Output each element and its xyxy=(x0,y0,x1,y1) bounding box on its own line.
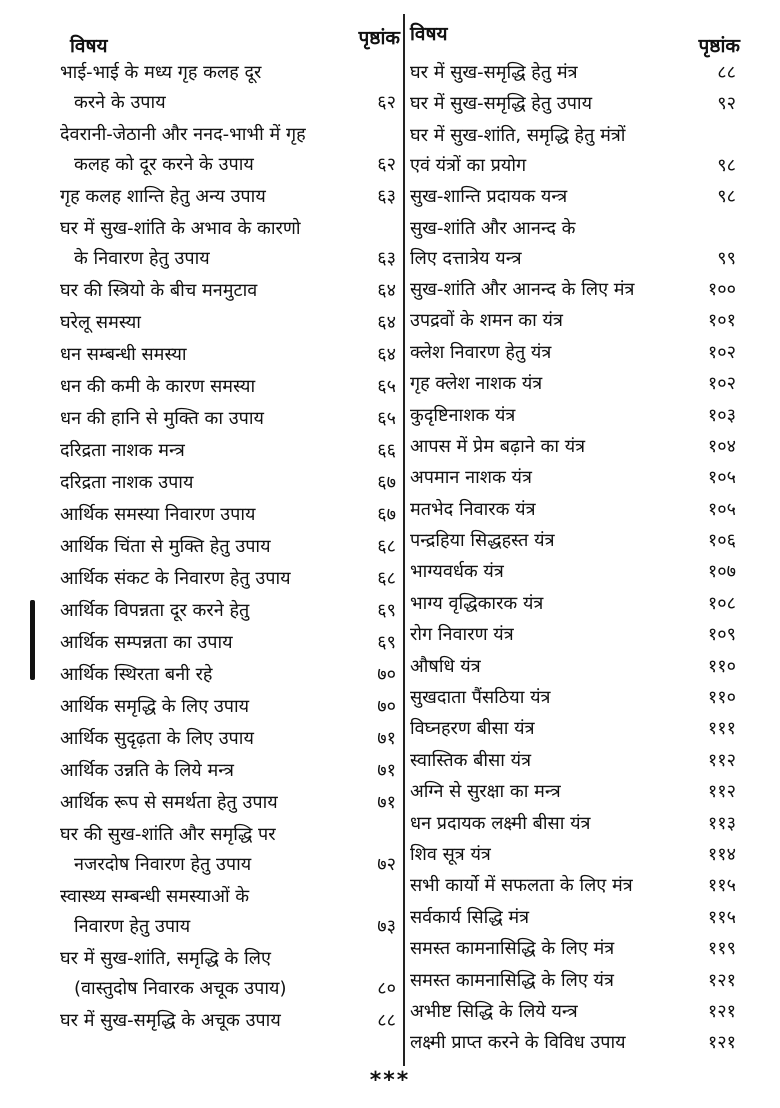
toc-entry xyxy=(60,660,400,690)
left-entry-list xyxy=(60,58,400,1036)
entry-title-line: दरिद्रता नाशक उपाय xyxy=(60,472,194,493)
entry-page-number: ६५ xyxy=(377,376,396,397)
page-heading: पृष्ठांक xyxy=(698,35,740,57)
entry-page-number: ११२ xyxy=(707,749,736,771)
toc-entry xyxy=(408,495,740,525)
entry-page-number: १०३ xyxy=(707,404,736,426)
entry-title-line: घर में सुख-समृद्धि हेतु मंत्र xyxy=(410,62,578,83)
toc-entry xyxy=(408,214,740,274)
right-entry-list xyxy=(408,58,740,1058)
toc-entry xyxy=(60,882,400,942)
toc-entry xyxy=(408,526,740,556)
entry-title-line: अपमान नाशक यंत्र xyxy=(410,467,532,489)
entry-page-number: १०५ xyxy=(707,467,736,489)
entry-title-line: घर में सुख-समृद्धि के अचूक उपाय xyxy=(60,1010,281,1031)
entry-page-number: ६४ xyxy=(377,280,396,301)
entry-page-number: ७१ xyxy=(377,792,396,813)
entry-title-line: कुदृष्टिनाशक यंत्र xyxy=(410,404,516,426)
entry-page-number: ७० xyxy=(377,696,396,717)
entry-page-number: १२१ xyxy=(707,969,736,991)
entry-page-number: ६२ xyxy=(377,154,396,175)
toc-entry xyxy=(408,652,740,682)
entry-page-number: ६४ xyxy=(377,312,396,333)
toc-entry xyxy=(408,369,740,399)
entry-page-number: १०१ xyxy=(707,310,736,332)
toc-entry xyxy=(60,276,400,306)
entry-page-number: ६३ xyxy=(377,186,396,207)
toc-entry xyxy=(408,401,740,431)
entry-title-line: विघ्नहरण बीसा यंत्र xyxy=(410,718,535,740)
toc-entry xyxy=(60,340,400,370)
entry-title-line: शिव सूत्र यंत्र xyxy=(410,843,491,865)
entry-page-number: ६३ xyxy=(377,248,396,269)
toc-entry xyxy=(408,121,740,181)
entry-page-number: १११ xyxy=(707,718,736,740)
entry-title-line: आर्थिक सम्पन्नता का उपाय xyxy=(60,632,233,653)
toc-entry xyxy=(60,628,400,658)
entry-page-number: ११५ xyxy=(707,906,736,928)
entry-title-line: गृह क्लेश नाशक यंत्र xyxy=(410,373,543,395)
entry-title-line: भाई-भाई के मध्य गृह कलह दूर xyxy=(60,62,262,83)
toc-entry xyxy=(408,934,740,964)
entry-title-line: अभीष्ट सिद्धि के लिये यन्त्र xyxy=(410,1000,578,1022)
entry-page-number: १०२ xyxy=(707,373,736,395)
entry-title-line: कलह को दूर करने के उपाय xyxy=(74,154,254,175)
entry-title-line: नजरदोष निवारण हेतु उपाय xyxy=(74,854,252,875)
entry-title-line: पन्द्रहिया सिद्धहस्त यंत्र xyxy=(410,530,555,552)
toc-entry xyxy=(408,809,740,839)
entry-page-number: १०० xyxy=(707,278,736,300)
toc-entry xyxy=(60,756,400,786)
entry-title-line: स्वास्तिक बीसा यंत्र xyxy=(410,749,532,771)
entry-page-number: ९२ xyxy=(717,93,736,115)
entry-page-number: १०५ xyxy=(707,498,736,520)
entry-page-number: ११४ xyxy=(707,843,736,865)
entry-title-line: आर्थिक उन्नति के लिये मन्त्र xyxy=(60,760,234,781)
entry-page-number: १०९ xyxy=(707,624,736,646)
entry-page-number: ११० xyxy=(707,687,736,709)
entry-page-number: ६८ xyxy=(377,568,396,589)
right-column xyxy=(408,18,740,1060)
page-heading: पृष्ठांक xyxy=(358,27,400,49)
toc-entry xyxy=(408,589,740,619)
entry-title-line: आर्थिक संकट के निवारण हेतु उपाय xyxy=(60,568,291,589)
entry-title-line: आर्थिक विपन्नता दूर करने हेतु xyxy=(60,600,250,621)
entry-title-line: घरेलू समस्या xyxy=(60,312,141,333)
entry-page-number: १०२ xyxy=(707,341,736,363)
entry-page-number: ७३ xyxy=(377,916,396,937)
entry-page-number: ११३ xyxy=(707,812,736,834)
toc-entry xyxy=(408,89,740,119)
entry-title-line: गृह कलह शान्ति हेतु अन्य उपाय xyxy=(60,186,266,207)
entry-title-line: समस्त कामनासिद्धि के लिए यंत्र xyxy=(410,969,614,991)
entry-page-number: ८८ xyxy=(377,1010,396,1031)
topic-heading: विषय xyxy=(70,35,108,57)
entry-title-line: आर्थिक समस्या निवारण उपाय xyxy=(60,504,256,525)
toc-entry xyxy=(60,308,400,338)
entry-title-line: आर्थिक रूप से समर्थता हेतु उपाय xyxy=(60,792,278,813)
entry-title-line: सुखदाता पैंसठिया यंत्र xyxy=(410,687,551,709)
entry-title-line: देवरानी-जेठानी और ननद-भाभी में गृह xyxy=(60,124,306,145)
entry-title-line: सभी कार्यो में सफलता के लिए मंत्र xyxy=(410,875,633,897)
entry-title-line: निवारण हेतु उपाय xyxy=(74,916,191,937)
toc-entry xyxy=(60,468,400,498)
toc-entry xyxy=(60,214,400,274)
toc-entry xyxy=(60,500,400,530)
toc-entry xyxy=(60,58,400,118)
topic-heading: विषय xyxy=(410,23,448,45)
right-column-header xyxy=(408,18,740,58)
entry-title-line: आर्थिक समृद्धि के लिए उपाय xyxy=(60,696,250,717)
toc-entry xyxy=(408,557,740,587)
entry-title-line: धन प्रदायक लक्ष्मी बीसा यंत्र xyxy=(410,812,591,834)
entry-page-number: ७१ xyxy=(377,760,396,781)
entry-page-number: ९९ xyxy=(717,247,736,269)
toc-entry xyxy=(408,432,740,462)
entry-page-number: ६७ xyxy=(377,504,396,525)
entry-page-number: ६६ xyxy=(377,440,396,461)
binding-shadow xyxy=(30,600,35,680)
entry-page-number: ११० xyxy=(707,655,736,677)
entry-title-line: घर की स्त्रियो के बीच मनमुटाव xyxy=(60,280,258,301)
toc-entry xyxy=(408,714,740,744)
entry-title-line: घर की सुख-शांति और समृद्धि पर xyxy=(60,824,276,845)
entry-title-line: घर में सुख-शांति, समृद्धि के लिए xyxy=(60,948,271,969)
entry-page-number: ६४ xyxy=(377,344,396,365)
entry-title-line: रोग निवारण यंत्र xyxy=(410,624,514,646)
entry-page-number: ६५ xyxy=(377,408,396,429)
entry-title-line: घर में सुख-शांति के अभाव के कारणो xyxy=(60,218,301,239)
entry-page-number: ७१ xyxy=(377,728,396,749)
toc-entry xyxy=(408,1028,740,1058)
toc-entry xyxy=(408,997,740,1027)
toc-entry xyxy=(60,404,400,434)
entry-page-number: ६८ xyxy=(377,536,396,557)
entry-page-number: ६९ xyxy=(377,600,396,621)
entry-page-number: १०४ xyxy=(707,435,736,457)
toc-entry xyxy=(60,564,400,594)
toc-entry xyxy=(60,436,400,466)
toc-entry xyxy=(408,463,740,493)
toc-entry xyxy=(408,182,740,212)
entry-page-number: ९८ xyxy=(717,186,736,208)
entry-title-line: के निवारण हेतु उपाय xyxy=(74,248,210,269)
entry-title-line: अग्नि से सुरक्षा का मन्त्र xyxy=(410,781,561,803)
entry-title-line: सर्वकार्य सिद्धि मंत्र xyxy=(410,906,530,928)
entry-title-line: आपस में प्रेम बढ़ाने का यंत्र xyxy=(410,435,586,457)
toc-entry xyxy=(60,1006,400,1036)
entry-page-number: ७२ xyxy=(377,854,396,875)
entry-page-number: १०७ xyxy=(707,561,736,583)
entry-page-number: १२१ xyxy=(707,1032,736,1054)
entry-title-line: भाग्य वृद्धिकारक यंत्र xyxy=(410,592,544,614)
toc-entry xyxy=(408,620,740,650)
entry-page-number: ११९ xyxy=(707,938,736,960)
entry-title-line: (वास्तुदोष निवारक अचूक उपाय) xyxy=(74,978,287,999)
entry-title-line: आर्थिक सुदृढ़ता के लिए उपाय xyxy=(60,728,254,749)
entry-title-line: दरिद्रता नाशक मन्त्र xyxy=(60,440,185,461)
toc-entry xyxy=(408,871,740,901)
end-ornament: *** xyxy=(369,1068,411,1093)
toc-entry xyxy=(408,683,740,713)
column-divider xyxy=(403,14,405,1066)
entry-title-line: समस्त कामनासिद्धि के लिए मंत्र xyxy=(410,938,615,960)
entry-page-number: ११२ xyxy=(707,781,736,803)
entry-title-line: घर में सुख-शांति, समृद्धि हेतु मंत्रों xyxy=(410,124,626,146)
entry-page-number: ७० xyxy=(377,664,396,685)
toc-entry xyxy=(60,944,400,1004)
toc-entry xyxy=(60,120,400,180)
entry-title-line: एवं यंत्रों का प्रयोग xyxy=(410,154,527,176)
toc-entry xyxy=(60,182,400,212)
entry-title-line: सुख-शांति और आनन्द के xyxy=(410,217,576,239)
toc-entry xyxy=(60,372,400,402)
toc-entry xyxy=(408,58,740,88)
entry-title-line: भाग्यवर्धक यंत्र xyxy=(410,561,504,583)
entry-page-number: १२१ xyxy=(707,1000,736,1022)
entry-title-line: लिए दत्तात्रेय यन्त्र xyxy=(410,247,522,269)
entry-page-number: १०८ xyxy=(707,592,736,614)
toc-entry xyxy=(408,840,740,870)
entry-title-line: औषधि यंत्र xyxy=(410,655,481,677)
toc-entry xyxy=(408,966,740,996)
toc-entry xyxy=(60,596,400,626)
toc-entry xyxy=(60,724,400,754)
entry-title-line: स्वास्थ्य सम्बन्धी समस्याओं के xyxy=(60,886,250,907)
toc-entry xyxy=(60,532,400,562)
entry-title-line: आर्थिक चिंता से मुक्ति हेतु उपाय xyxy=(60,536,271,557)
entry-title-line: लक्ष्मी प्राप्त करने के विविध उपाय xyxy=(410,1032,626,1054)
entry-title-line: क्लेश निवारण हेतु यंत्र xyxy=(410,341,552,363)
entry-page-number: ८० xyxy=(377,978,396,999)
toc-entry xyxy=(408,275,740,305)
entry-page-number: ९८ xyxy=(717,154,736,176)
toc-entry xyxy=(408,306,740,336)
toc-entry xyxy=(60,788,400,818)
entry-title-line: धन की हानि से मुक्ति का उपाय xyxy=(60,408,264,429)
toc-entry xyxy=(408,338,740,368)
toc-entry xyxy=(408,746,740,776)
toc-entry xyxy=(60,692,400,722)
entry-title-line: करने के उपाय xyxy=(74,92,166,113)
toc-entry xyxy=(408,777,740,807)
entry-page-number: १०६ xyxy=(707,530,736,552)
entry-title-line: मतभेद निवारक यंत्र xyxy=(410,498,536,520)
entry-page-number: ६९ xyxy=(377,632,396,653)
entry-title-line: घर में सुख-समृद्धि हेतु उपाय xyxy=(410,93,593,115)
entry-page-number: ८८ xyxy=(717,62,736,83)
entry-title-line: सुख-शान्ति प्रदायक यन्त्र xyxy=(410,186,568,208)
left-column xyxy=(60,18,400,1038)
toc-entry xyxy=(408,903,740,933)
entry-title-line: धन सम्बन्धी समस्या xyxy=(60,344,187,365)
entry-page-number: ११५ xyxy=(707,875,736,897)
entry-title-line: आर्थिक स्थिरता बनी रहे xyxy=(60,664,213,685)
toc-entry xyxy=(60,820,400,880)
entry-title-line: धन की कमी के कारण समस्या xyxy=(60,376,256,397)
entry-page-number: ६२ xyxy=(377,92,396,113)
left-column-header xyxy=(60,18,400,58)
entry-title-line: उपद्रवों के शमन का यंत्र xyxy=(410,310,563,332)
entry-title-line: सुख-शांति और आनन्द के लिए मंत्र xyxy=(410,278,635,300)
entry-page-number: ६७ xyxy=(377,472,396,493)
